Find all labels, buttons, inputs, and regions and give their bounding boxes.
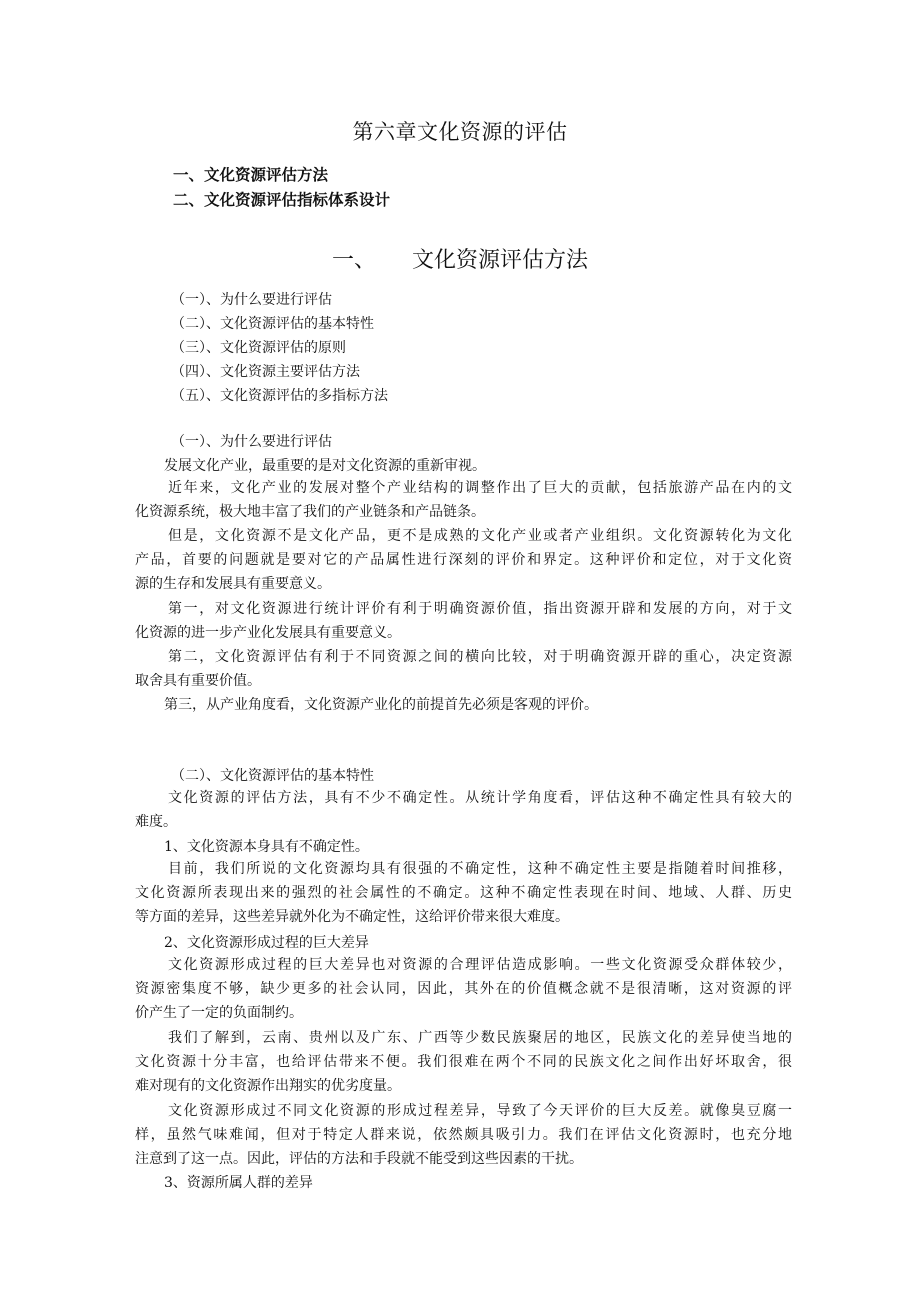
paragraph-line: 资源密集度不够，缺少更多的社会认同，因此，其外在的价值概念就不是很清晰，这对资源的评 <box>135 981 792 998</box>
paragraph-line: 第一，对文化资源进行统计评价有利于明确资源价值，指出资源开辟和发展的方向，对于文 <box>168 601 792 617</box>
paragraph-line: 化资源的进一步产业化发展具有重要意义。 <box>135 625 401 642</box>
paragraph <box>135 953 792 1026</box>
paragraph-line: 文化资源形成过不同文化资源的形成过程差异，导致了今天评价的巨大反差。就像臭豆腐一 <box>168 1103 792 1119</box>
paragraph-line: 文化资源十分丰富，也给评估带来不便。我们很难在两个不同的民族文化之间作出好坏取舍，很 <box>135 1054 792 1071</box>
paragraph-line: 难对现有的文化资源作出翔实的优劣度量。 <box>135 1078 401 1095</box>
section-title <box>0 243 920 274</box>
paragraph-line: 价产生了一定的负面制约。 <box>135 1005 303 1022</box>
paragraph-line: 文化资源所表现出来的强烈的社会属性的不确定。这种不确定性表现在时间、地域、人群、历史 <box>135 885 792 902</box>
paragraph-line: 难度。 <box>135 814 177 831</box>
subsection-list-item: （三）、文化资源评估的原则 <box>171 340 346 356</box>
paragraph-line: 目前，我们所说的文化资源均具有很强的不确定性，这种不确定性主要是指随着时间推移， <box>168 861 792 877</box>
sub-heading: 3、资源所属人群的差异 <box>164 1175 313 1191</box>
paragraph-line: 取舍具有重要价值。 <box>135 673 261 690</box>
toc-item-2: 二、文化资源评估指标体系设计 <box>173 191 391 209</box>
sub-heading: 1、文化资源本身具有不确定性。 <box>164 839 369 855</box>
section-title-text: 文化资源评估方法 <box>412 248 589 273</box>
paragraph-line: 注意到了这一点。因此，评估的方法和手段就不能受到这些因素的干扰。 <box>135 1151 583 1168</box>
section-number: 一、 <box>331 248 376 273</box>
paragraph <box>135 645 792 693</box>
paragraph: 发展文化产业，最重要的是对文化资源的重新审视。 <box>164 458 486 474</box>
chapter-title: 第六章文化资源的评估 <box>352 120 568 144</box>
part2-heading: （二）、文化资源评估的基本特性 <box>171 768 374 784</box>
paragraph <box>135 1099 792 1172</box>
paragraph-line: 源的生存和发展具有重要意义。 <box>135 576 331 593</box>
toc-item-1: 一、文化资源评估方法 <box>173 166 329 184</box>
subsection-list-item: （四）、文化资源主要评估方法 <box>171 364 360 380</box>
subsection-list-item: （五）、文化资源评估的多指标方法 <box>171 388 388 404</box>
paragraph-line: 我们了解到，云南、贵州以及广东、广西等少数民族聚居的地区，民族文化的差异使当地的 <box>168 1030 792 1046</box>
paragraph-line: 文化资源的评估方法，具有不少不确定性。从统计学角度看，评估这种不确定性具有较大的 <box>168 790 792 806</box>
paragraph <box>135 597 792 645</box>
paragraph-line: 近年来，文化产业的发展对整个产业结构的调整作出了巨大的贡献，包括旅游产品在内的文 <box>168 480 792 496</box>
paragraph: 第三，从产业角度看，文化资源产业化的前提首先必须是客观的评价。 <box>164 697 598 713</box>
paragraph <box>135 1026 792 1099</box>
paragraph-line: 等方面的差异，这些差异就外化为不确定性，这给评价带来很大难度。 <box>135 909 569 926</box>
subsection-list-item: （二）、文化资源评估的基本特性 <box>171 316 374 332</box>
paragraph <box>135 524 792 597</box>
paragraph-line: 样，虽然气味难闻，但对于特定人群来说，依然颇具吸引力。我们在评估文化资源时，也充分地 <box>135 1127 792 1144</box>
paragraph <box>135 857 792 930</box>
part1-heading: （一）、为什么要进行评估 <box>171 434 332 450</box>
paragraph-line: 但是，文化资源不是文化产品，更不是成熟的文化产业或者产业组织。文化资源转化为文化 <box>168 528 792 544</box>
paragraph <box>135 786 792 834</box>
paragraph <box>135 476 792 524</box>
paragraph-line: 第二，文化资源评估有利于不同资源之间的横向比较，对于明确资源开辟的重心，决定资源 <box>168 649 792 665</box>
paragraph-line: 文化资源形成过程的巨大差异也对资源的合理评估造成影响。一些文化资源受众群体较少， <box>168 957 792 973</box>
subsection-list-item: （一）、为什么要进行评估 <box>171 292 332 308</box>
paragraph-line: 化资源系统，极大地丰富了我们的产业链条和产品链条。 <box>135 504 485 521</box>
paragraph-line: 产品，首要的问题就是要对它的产品属性进行深刻的评价和界定。这种评价和定位，对于文化资 <box>135 552 792 569</box>
sub-heading: 2、文化资源形成过程的巨大差异 <box>164 935 369 951</box>
